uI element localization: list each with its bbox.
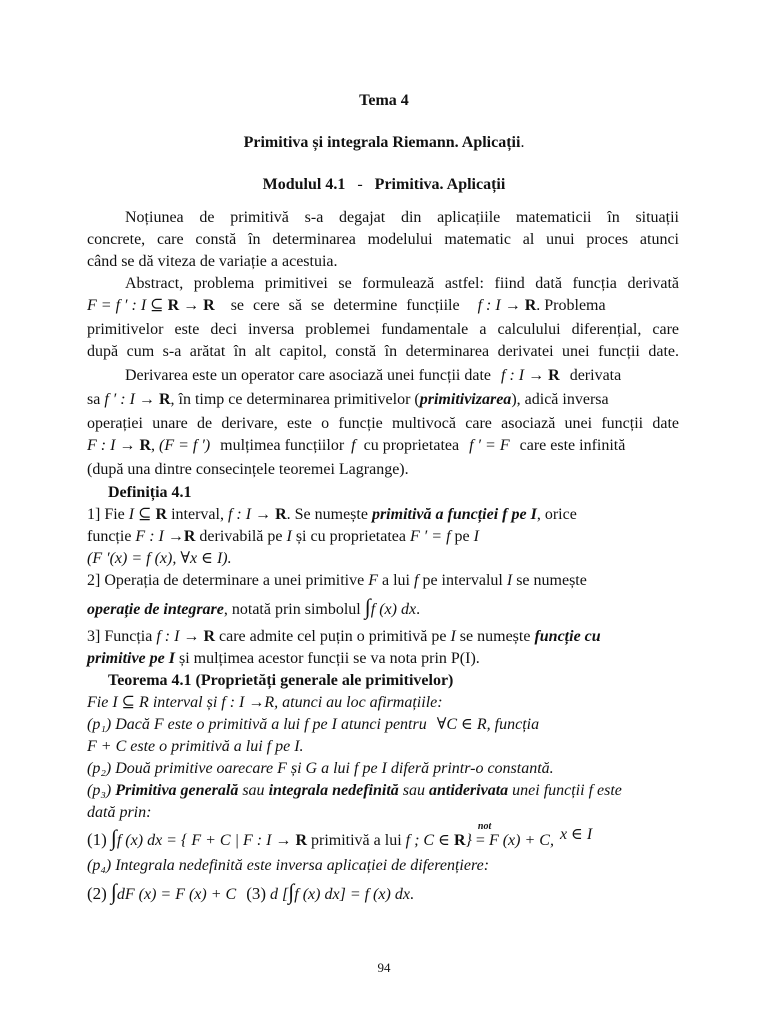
formula-f-I-R-2: f : I → R: [501, 367, 560, 384]
definition-line-2: funcție F : I →R derivabilă pe I și cu proprietatea F ′ = f pe I: [87, 528, 479, 545]
module-heading: Modulul 4.1 - Primitiva. Aplicații: [262, 176, 506, 193]
formula-f-I-R: f : I → R: [477, 297, 537, 314]
theorem-p3-cont: dată prin:: [87, 804, 152, 821]
definition-line-6: 3] Funcția f : I → R care admite cel puțin o primitivă pe I se numește funcție cu: [87, 628, 601, 645]
formula-integral-symbol: ∫f (x) dx: [364, 594, 417, 619]
intro-line-9: sa f ′ : I → R, în timp ce determinarea primitivelor (primitivizarea), adică inversa: [87, 391, 609, 408]
theme-heading: Tema 4: [359, 92, 409, 109]
equations-2-3: (2) ∫dF (x) = F (x) + C (3) d [∫f (x) dx] = f (x) dx.: [87, 879, 414, 904]
equation-1-formula: ∫f (x) dx = { F + C | F : I → R: [110, 825, 307, 850]
page-number: 94: [377, 960, 391, 975]
definition-line-3: (F ′(x) = f (x), ∀x ∈ I).: [87, 550, 232, 567]
theorem-p4: (p₄) Integrala nedefinită este inversa aplicației de diferențiere:: [87, 857, 490, 874]
definition-heading: Definiția 4.1: [108, 484, 192, 501]
equation-1: (1) ∫f (x) dx = { F + C | F : I → R primitivă a lui f ; C ∈ R} not = F (x) + C, x ∈ I: [87, 821, 593, 850]
formula-F-I-R: F : I → R, (F = f ′): [87, 437, 211, 454]
formula-fprime-I-R: f ′ : I → R: [104, 391, 171, 408]
intro-line-6: primitivelor este deci inversa problemei fundamentale a calculului diferențial, care: [87, 321, 679, 338]
definition-line-5: operație de integrare, notată prin simbolul ∫f (x) dx.: [87, 594, 421, 619]
intro-line-3: când se dă viteza de variație a acestuia.: [87, 253, 338, 270]
intro-line-11: F : I → R, (F = f ′) mulțimea funcțiilor f cu proprietatea f ′ = F care este infinită: [87, 437, 626, 454]
intro-line-5: F = f ′ : I ⊆ R → R se cere să se determine funcțiile f : I → R. Problema: [87, 297, 606, 314]
theorem-line-1: Fie I ⊆ R interval și f : I →R, atunci au loc afirmațiile:: [87, 694, 443, 711]
intro-line-7: după cum s-a arătat în alt capitol, constă în determinarea derivatei unei funcții date.: [87, 343, 679, 360]
intro-line-12: (după una dintre consecințele teoremei Lagrange).: [87, 461, 409, 478]
definition-line-4: 2] Operația de determinare a unei primitive F a lui f pe intervalul I se numește: [87, 572, 587, 589]
intro-line-8: Derivarea este un operator care asociază unei funcții date f : I → R derivata: [125, 367, 622, 384]
equation-3-formula: d [∫f (x) dx] = f (x) dx: [270, 879, 410, 904]
theorem-p3: (p₃) Primitiva generală sau integrala nedefinită sau antiderivata unei funcții f este: [87, 782, 622, 799]
intro-line-4: Abstract, problema primitivei se formulează astfel: fiind dată funcția derivată: [125, 275, 679, 292]
formula-derivative-given: F = f ′ : I ⊆ R → R: [87, 297, 215, 314]
theorem-p2: (p₂) Două primitive oarecare F și G a lui f pe I diferă printr-o constantă.: [87, 760, 554, 777]
intro-line-10: operației unare de derivare, este o funcție multivocă care asociază unei funcții date: [87, 415, 679, 432]
equation-2-formula: ∫dF (x) = F (x) + C: [110, 879, 237, 904]
theorem-p1: (p₁) Dacă F este o primitivă a lui f pe I atunci pentru ∀C ∈ R, funcția: [87, 716, 540, 733]
definition-line-7: primitive pe I și mulțimea acestor funcții se va nota prin P(I).: [87, 650, 480, 667]
definition-line-1: 1] Fie I ⊆ R interval, f : I → R. Se numește primitivă a funcției f pe I, orice: [87, 506, 577, 523]
intro-line-2: concrete, care constă în determinarea modelului matematic al unui proces atunci: [87, 231, 679, 248]
theorem-p1-cont: F + C este o primitivă a lui f pe I.: [87, 738, 304, 755]
intro-line-1: Noțiunea de primitivă s-a degajat din aplicațiile matematicii în situații: [125, 209, 679, 226]
page-title: Primitiva și integrala Riemann. Aplicații.: [243, 134, 525, 151]
theorem-heading: Teorema 4.1 (Proprietăți generale ale primitivelor): [108, 672, 454, 689]
